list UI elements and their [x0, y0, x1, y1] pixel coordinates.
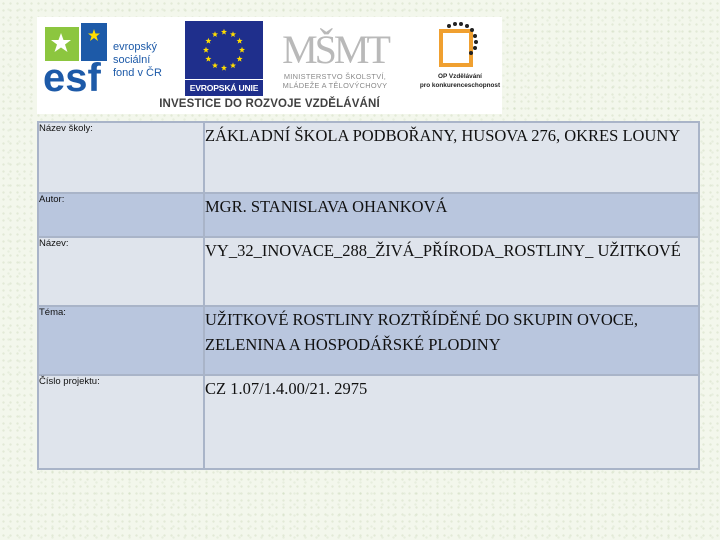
esf-logo — [41, 21, 183, 97]
row-value: ZÁKLADNÍ ŠKOLA PODBOŘANY, HUSOVA 276, OKRES LOUNY — [204, 122, 699, 193]
table-row-title — [38, 237, 699, 306]
row-label: Název školy: — [38, 122, 204, 193]
row-value: MGR. STANISLAVA OHANKOVÁ — [204, 193, 699, 237]
eu-logo — [185, 21, 263, 97]
banner-tagline: INVESTICE DO ROZVOJE VZDĚLÁVÁNÍ — [159, 98, 380, 110]
msmt-caption — [265, 72, 405, 90]
table-row-author — [38, 193, 699, 237]
msmt-mark-icon — [265, 19, 405, 71]
logo-banner — [37, 17, 502, 114]
project-info-table — [37, 121, 700, 470]
op-caption-line-1: OP Vzdělávání — [438, 73, 482, 80]
esf-text-line-1: evropský — [113, 41, 158, 53]
row-value: UŽITKOVÉ ROSTLINY ROZTŘÍDĚNÉ DO SKUPIN OVOCE, ZELENINA A HOSPODÁŘSKÉ PLODINY — [204, 306, 699, 375]
table-row-topic — [38, 306, 699, 375]
op-mark-icon — [419, 21, 501, 71]
op-logo — [419, 21, 501, 97]
row-label: Číslo projektu: — [38, 375, 204, 469]
op-caption-line-2: pro konkurenceschopnost — [419, 81, 501, 89]
table-row-project-number — [38, 375, 699, 469]
eu-caption: EVROPSKÁ UNIE — [185, 80, 263, 96]
svg-text:MŠMT: MŠMT — [282, 27, 388, 71]
op-caption — [419, 73, 501, 90]
svg-text:esf: esf — [43, 56, 101, 95]
row-label: Téma: — [38, 306, 204, 375]
row-value: VY_32_INOVACE_288_ŽIVÁ_PŘÍRODA_ROSTLINY_ UŽITKOVÉ — [204, 237, 699, 306]
row-label: Autor: — [38, 193, 204, 237]
msmt-caption-line-2: MLÁDEŽE A TĚLOVÝCHOVY — [282, 81, 388, 90]
eu-flag-icon — [185, 21, 263, 79]
row-label: Název: — [38, 237, 204, 306]
msmt-logo — [265, 19, 405, 99]
msmt-caption-line-1: MINISTERSTVO ŠKOLSTVÍ, — [283, 72, 387, 81]
table-row-school — [38, 122, 699, 193]
row-value: CZ 1.07/1.4.00/21. 2975 — [204, 375, 699, 469]
esf-text-line-2: sociální — [113, 54, 151, 66]
esf-mark-icon — [41, 21, 113, 95]
esf-text-line-3: fond v ČR — [113, 67, 162, 79]
